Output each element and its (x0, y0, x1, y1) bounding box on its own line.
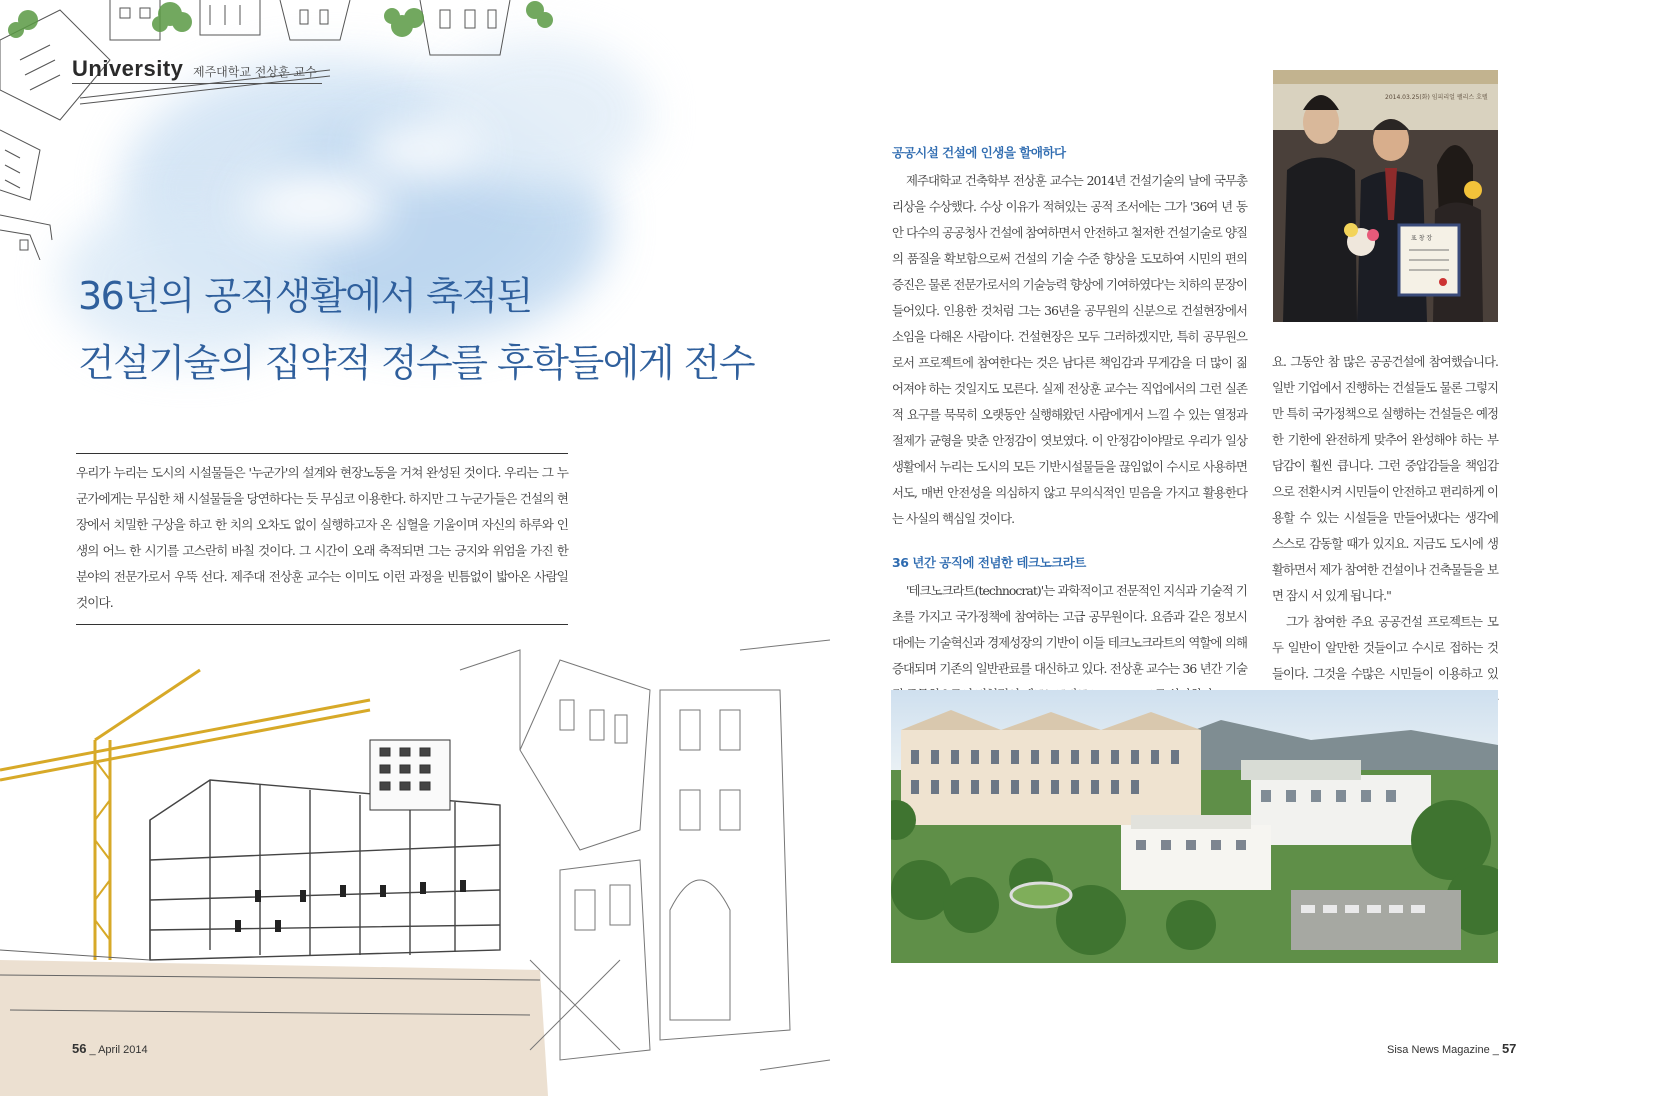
section-subtitle: 제주대학교 전상훈 교수 (193, 65, 317, 79)
section-rule (72, 83, 322, 84)
left-page (0, 0, 831, 1096)
banner-date: 2014.03.25(화) 임피리얼 팰리스 호텔 (1385, 94, 1488, 101)
body-paragraph: 그가 참여한 주요 공공건설 프로젝트는 모두 일반이 알만한 것들이고 수시로 접하는 것들이다. 그것을 수많은 시민들이 이용하고 있 (1272, 614, 1498, 681)
text-column-2 (1272, 349, 1498, 739)
subhead-1: 공공시설 건설에 인생을 할애하다 (892, 145, 1066, 160)
ground-wash (0, 960, 548, 1096)
campus-photo (891, 690, 1498, 963)
body-paragraph: 요. 그동안 참 많은 공공건설에 참여했습니다. 일반 기업에서 진행하는 건설들도 물론 그렇지만 특히 국가정책으로 실행하는 건설들은 예정한 기한에 완전하게 맞추어 완성해야 하는 부담감이 훨씬 큽니다. 그런 중압감들을 책임감으로 전환시켜 시민들이 안전하고 편리하게 이용할 수 있는 시설들을 만들어냈다는 생각에 스스로 감동할 때가 있지요. 지금도 도시에 생활하면서 제가 참여한 건설이나 건축물들을 보면 잠시 서 있게 됩니다." (1272, 354, 1498, 603)
certificate-title: 표 창 장 (1411, 235, 1433, 242)
issue-date: _ April 2014 (89, 1044, 148, 1056)
apartment-block (370, 740, 450, 810)
body-paragraph: '테크노크라트(technocrat)'는 과학적이고 전문적인 지식과 기술적 기초를 가지고 국가정책에 참여하는 고급 공무원이다. 요즘과 같은 정보시대에는 기술혁신과 경제성장의 기반이 이들 테크노크라트의 역할에 의해 증대되며 기존의 일반관료를 대신하고 있다. 전상훈 교수는 36 년간 기술 (892, 583, 1247, 676)
body-paragraph: 제주대학교 건축학부 전상훈 교수는 2014년 건설기술의 날에 국무총리상을 수상했다. 수상 이유가 적혀있는 공적 조서에는 그가 '36여 년 동안 다수의 공공청사 건설에 참여하면서 안전하고 철저한 건설기술로 양질의 품질을 확보함으로써 건설의 기술 수준 향상을 도모하여 시민의 편의 증진은 물론 전문가로서의 기술능력 향상에 기여하였다'는 치하의 문장이 들어있다. 인용한 것처럼 그는 36년을 공무원의 신분으로 건설현장에서 소임을 다해온 사람이다. 건설현장은 모두 그러하겠지만, 특히 공무원으로서 프로젝트에 참여한다는 것은 남다른 책임감과 무게감을 더 많이 짊어져야 하는 것일지도 모른다. 실제 전상훈 교수는 직업에서의 그런 실존적 요구를 묵묵히 오랫동안 실행해왔던 사람에게서 느낄 수 있는 열정과 절제가 균형을 맞춘 안정감이 엿보였다. 이 안정감이야말로 우리가 일상생활에서 누리는 도시의 모든 기반시설물들을 끊임없이 수시로 사용하면서도, 매번 안전성을 의심하지 않고 무의식적인 믿음을 가지고 활용한다는 사실의 핵심일 것이다. (892, 173, 1247, 526)
magazine-name: Sisa News Magazine _ (1387, 1044, 1499, 1056)
page-folio-left (72, 1041, 148, 1056)
subhead-2: 36 년간 공직에 전념한 테크노크라트 (892, 555, 1086, 570)
campus-photo-art (891, 690, 1498, 963)
page-number: 56 (72, 1041, 87, 1056)
right-page (831, 0, 1663, 1096)
construction-illustration (0, 630, 831, 1096)
dark-windows (235, 880, 466, 932)
crane (0, 670, 370, 960)
lede-box (76, 453, 568, 625)
top-buildings-sketch (0, 0, 560, 260)
award-photo-art (1273, 70, 1498, 322)
section-label: University (72, 56, 184, 81)
lede-text: 우리가 누리는 도시의 시설물들은 '누군가'의 설계와 현장노동을 거쳐 완성된 것이다. 우리는 그 누군가에게는 무심한 채 시설물들을 당연하다는 듯 무심코 이용한다. 하지만 그 누군가들은 건설의 현장에서 치밀한 구상을 하고 한 치의 오차도 없이 실행하고자 온 심혈을 기울이며 자신의 하루와 인생의 어느 한 시기를 고스란히 바칠 것이다. 그 시간이 오래 축적되면 그는 긍지와 위엄을 가진 한 분야의 전문가로서 우뚝 선다. 제주대 전상훈 교수는 이미도 이런 과정을 빈틈없이 밟아온 사람일 것이다. (76, 465, 568, 610)
page-folio-right (1387, 1041, 1516, 1056)
page-number: 57 (1501, 1041, 1517, 1056)
headline-line-2: 건설기술의 집약적 정수를 후학들에게 전수 (78, 341, 755, 385)
award-photo (1273, 70, 1498, 322)
headline-line-1: 36년의 공직생활에서 축적된 (78, 274, 532, 318)
tree-foliage (8, 1, 553, 38)
